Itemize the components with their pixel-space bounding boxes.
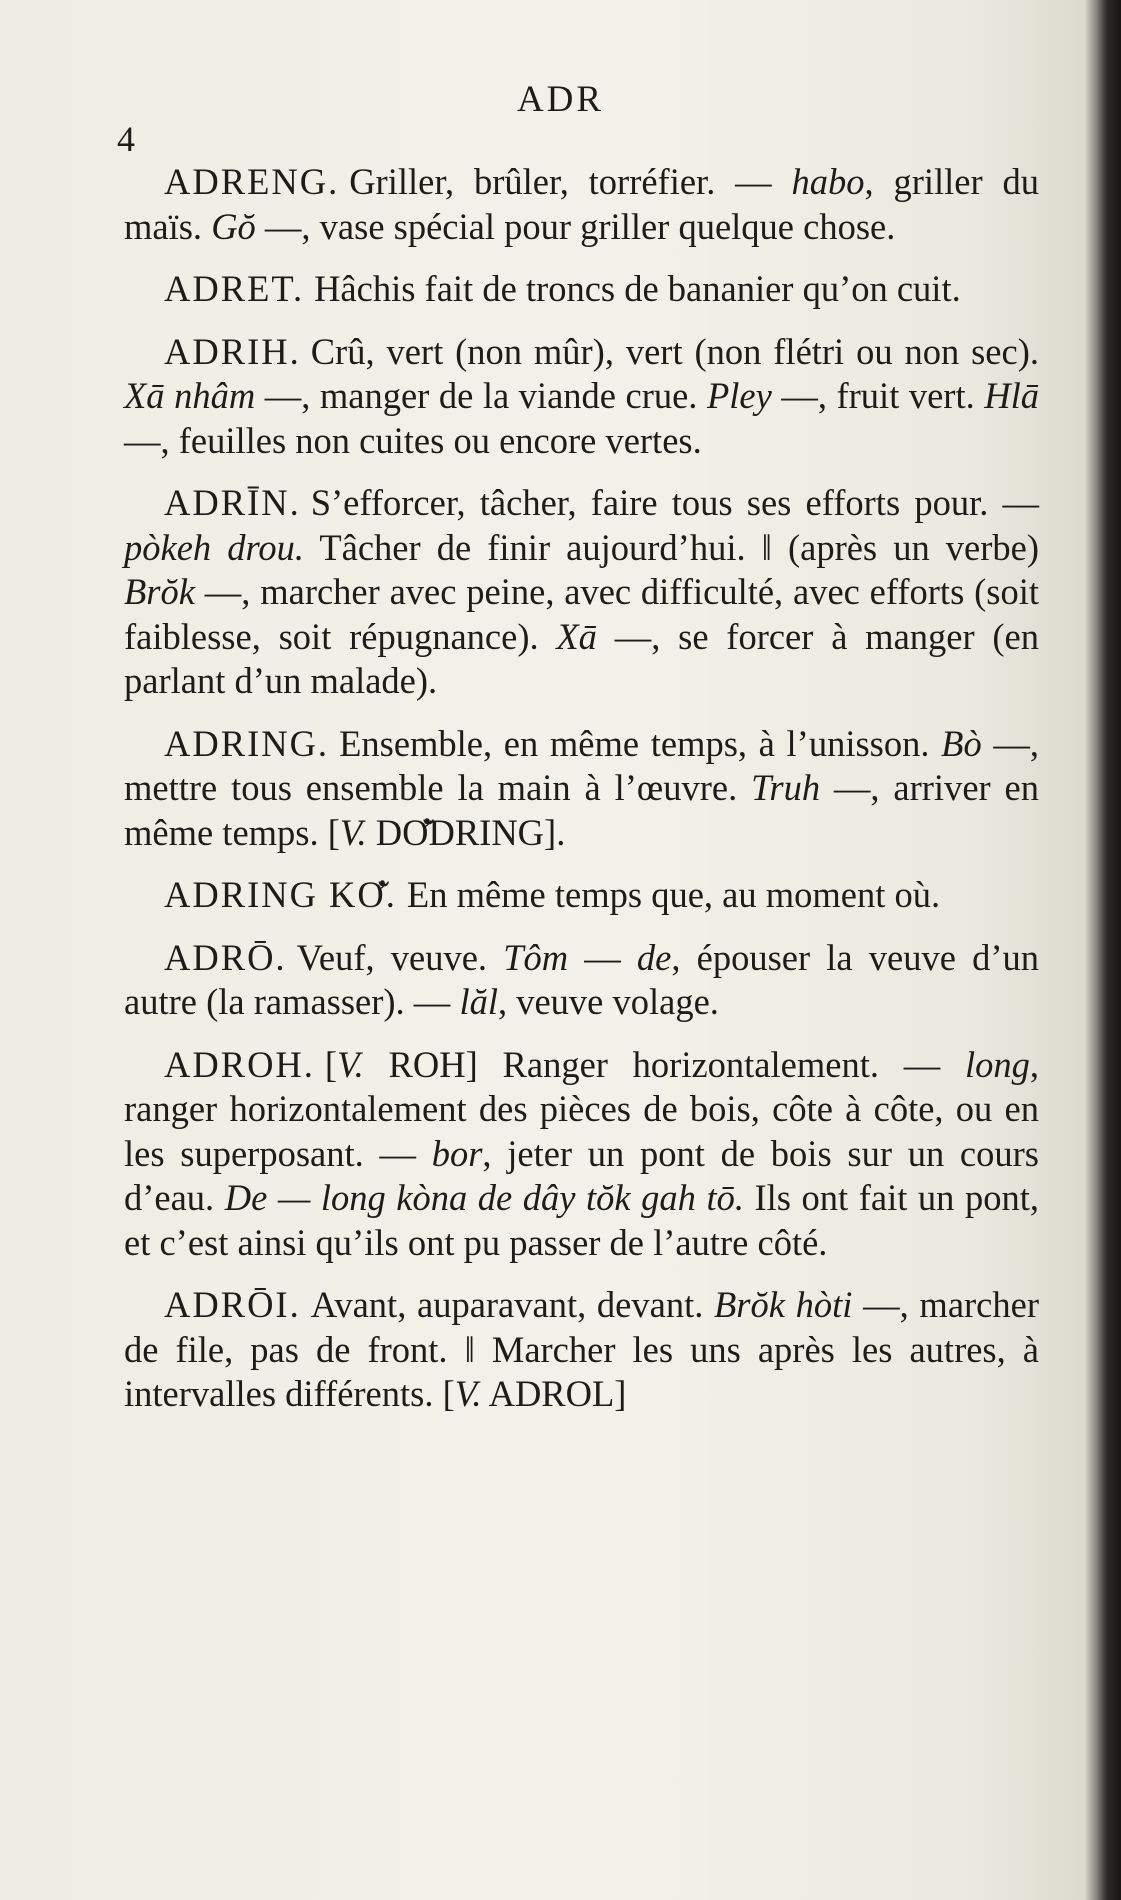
entry-example-italic: lăl bbox=[459, 981, 498, 1022]
entry-definition-text: —, arriver en même temps. [ bbox=[124, 767, 1039, 853]
entry-headword: ADRENG. bbox=[164, 161, 340, 202]
running-head: ADR bbox=[516, 79, 605, 120]
entry-definition-text: — bbox=[568, 936, 637, 978]
entry-definition-text: —, se forcer à manger (en parlant d’un malade). bbox=[124, 615, 1040, 701]
entry-definition-text: Tâcher de finir aujourd’hui. ‖ (après un verbe) bbox=[303, 526, 1039, 568]
entry-example-italic: Bò bbox=[941, 722, 982, 764]
dictionary-entry bbox=[124, 1043, 1039, 1266]
entry-example-italic: Hlā bbox=[984, 375, 1040, 416]
dictionary-entry bbox=[124, 267, 1039, 312]
entry-definition-text: Crû, vert (non mûr), vert (non flétri ou non sec). bbox=[310, 330, 1039, 372]
entry-headword: ADRING KƠ̆. bbox=[164, 874, 397, 915]
entry-example-italic: Xā nhâm bbox=[124, 375, 256, 416]
entry-definition-text: ADROL] bbox=[481, 1373, 627, 1414]
entry-example-italic: De — long kòna de dây tŏk gah tō. bbox=[224, 1177, 744, 1218]
dictionary-entry bbox=[124, 722, 1039, 856]
entry-definition-text: —, marcher de file, pas de front. ‖ Marcher les uns après les autres, à intervalles différents. [ bbox=[124, 1284, 1039, 1414]
dictionary-entry bbox=[124, 481, 1039, 704]
entry-example-italic: de bbox=[636, 936, 672, 978]
entry-headword: ADRIH. bbox=[164, 330, 301, 372]
entry-definition-text: , jeter un pont de bois sur un cours d’eau. bbox=[124, 1132, 1039, 1218]
entry-definition-text: , griller du maïs. bbox=[124, 161, 1040, 247]
book-spine bbox=[1085, 0, 1121, 1900]
entry-headword: ADRŌI. bbox=[164, 1284, 301, 1325]
entry-definition-text: , veuve volage. bbox=[497, 981, 719, 1022]
entry-headword: ADROH. bbox=[164, 1043, 315, 1085]
entry-definition-text: Avant, auparavant, devant. bbox=[310, 1284, 715, 1325]
entry-example-italic: bor bbox=[431, 1132, 483, 1174]
entry-definition-text: —, mettre tous ensemble la main à l’œuvre. bbox=[124, 722, 1039, 808]
entry-definition-text: —, vase spécial pour griller quelque chose. bbox=[255, 205, 896, 247]
entry-example-italic: long bbox=[964, 1043, 1030, 1085]
entry-example-italic: Brŏk bbox=[124, 571, 195, 612]
entry-definition-text: , ranger horizontalement des pièces de bois, côte à côte, ou en les superposant. — bbox=[124, 1043, 1039, 1174]
entry-example-italic: V. bbox=[339, 811, 367, 853]
dictionary-entry bbox=[124, 936, 1039, 1025]
entry-definition-text: —, fruit vert. bbox=[771, 375, 985, 416]
dictionary-entries bbox=[124, 160, 1039, 1435]
dictionary-entry bbox=[124, 1283, 1039, 1417]
entry-example-italic: Tôm bbox=[503, 936, 569, 978]
dictionary-entry bbox=[124, 160, 1039, 249]
dictionary-entry bbox=[124, 873, 1039, 918]
entry-definition-text: DƠ̆DRING]. bbox=[366, 811, 566, 853]
entry-example-italic: V. bbox=[454, 1373, 482, 1414]
entry-definition-text: —, manger de la viande crue. bbox=[255, 375, 707, 416]
entry-definition-text: En même temps que, au moment où. bbox=[406, 874, 941, 915]
entry-example-italic: Brŏk hòti bbox=[714, 1284, 853, 1325]
dictionary-entry bbox=[124, 330, 1039, 464]
entry-definition-text: , épouser la veuve d’un autre (la ramasser). — bbox=[124, 936, 1039, 1022]
entry-definition-text: —, marcher avec peine, avec difficulté, avec efforts (soit faiblesse, soit répugnance). bbox=[124, 571, 1039, 657]
entry-example-italic: Gŏ bbox=[211, 205, 256, 247]
entry-definition-text: Griller, brûler, torréfier. — bbox=[349, 161, 792, 202]
entry-example-italic: Truh bbox=[751, 767, 821, 808]
page-number: 4 bbox=[117, 119, 135, 159]
entry-definition-text: ROH] Ranger horizontalement. — bbox=[363, 1043, 965, 1085]
entry-definition-text: [ bbox=[324, 1043, 338, 1085]
entry-example-italic: Xā bbox=[556, 615, 597, 657]
entry-definition-text: S’efforcer, tâcher, faire tous ses efforts pour. — bbox=[310, 482, 1039, 523]
entry-example-italic: Pley bbox=[706, 375, 772, 416]
entry-definition-text: Veuf, veuve. bbox=[296, 936, 504, 978]
entry-example-italic: habo bbox=[791, 161, 865, 202]
entry-example-italic: pòkeh drou. bbox=[124, 526, 304, 568]
entry-headword: ADRING. bbox=[164, 722, 330, 764]
entry-headword: ADRĪN. bbox=[164, 482, 301, 523]
entry-definition-text: Ensemble, en même temps, à l’unisson. bbox=[339, 722, 942, 764]
entry-definition-text: —, feuilles non cuites ou encore vertes. bbox=[124, 419, 702, 461]
entry-definition-text: Ils ont fait un pont, et c’est ainsi qu’ils ont pu passer de l’autre côté. bbox=[124, 1177, 1039, 1263]
entry-headword: ADRŌ. bbox=[164, 936, 287, 978]
entry-headword: ADRET. bbox=[164, 268, 305, 309]
entry-example-italic: V. bbox=[337, 1043, 364, 1085]
entry-definition-text: Hâchis fait de troncs de bananier qu’on cuit. bbox=[314, 268, 961, 309]
